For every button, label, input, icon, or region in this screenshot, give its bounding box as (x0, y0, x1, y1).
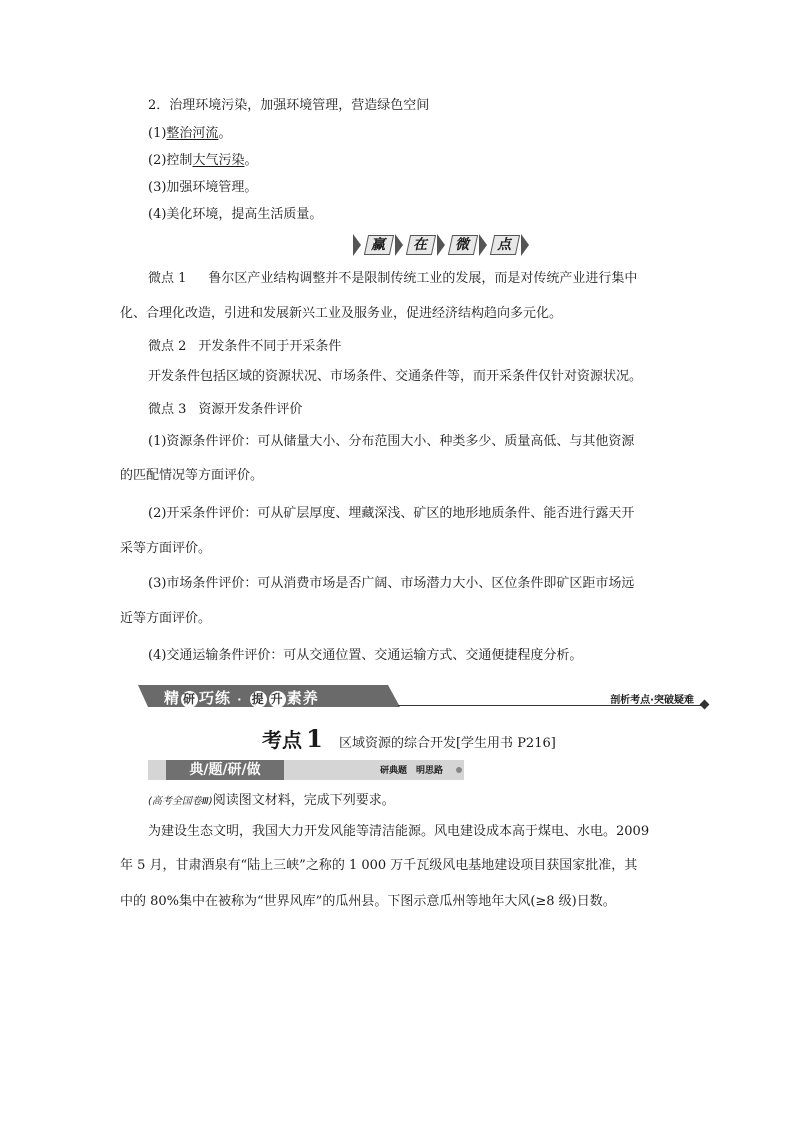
diamond-icon (700, 700, 710, 710)
paragraph-line: 采等方面评价。 (120, 541, 212, 556)
circled-char: 研 (183, 692, 197, 706)
header-subtitle: 剖析考点·突破疑难 (610, 695, 694, 706)
question-instruction: 阅读图文材料，完成下列要求。 (212, 793, 395, 808)
item-text: 加强环境管理。 (166, 180, 258, 195)
item-text: 整治河流 (166, 126, 219, 141)
dianti-bar (148, 760, 464, 780)
item-suffix: 。 (218, 126, 232, 141)
paragraph-line: 中的 80%集中在被称为“世界风库”的瓜州县。下图示意瓜州等地年大风(≥8 级)日数。 (120, 894, 616, 909)
kaodian-text: 区域资源的综合开发[学生用书 P216] (338, 736, 556, 751)
banner-char: 点 (490, 235, 520, 255)
chevron-icon (437, 234, 445, 256)
micro-text: 鲁尔区产业结构调整并不是限制传统工业的发展，而是对传统产业进行集中 (208, 271, 638, 286)
dianti-label: 典/题/研/做 (166, 760, 284, 780)
question-intro (148, 792, 395, 811)
dot-icon (456, 767, 462, 773)
paragraph-line: 开发条件包括区域的资源状况、市场条件、交通条件等，而开采条件仅针对资源状况。 (148, 369, 643, 384)
circled-char: 升 (270, 692, 284, 706)
list-item (148, 152, 257, 170)
kaodian-title (262, 724, 556, 753)
kaodian-number: 1 (306, 724, 323, 753)
chevron-icon (395, 234, 403, 256)
micro-point-2 (148, 338, 341, 356)
question-source: (高考全国卷Ⅲ) (148, 796, 213, 807)
item-prefix: (4) (148, 207, 167, 222)
item-underlined: 大气污染 (192, 153, 245, 168)
banner-char: 在 (406, 235, 436, 255)
paragraph-line: 的匹配情况等方面评价。 (120, 468, 264, 483)
chevron-icon (479, 234, 487, 256)
item-prefix: (2) (148, 153, 167, 168)
banner-char: 赢 (364, 235, 394, 255)
item-text: 美化环境，提高生活质量。 (166, 207, 323, 222)
list-item (148, 125, 231, 143)
micro-title: 开发条件不同于开采条件 (198, 339, 342, 354)
paragraph-line: 年 5 月，甘肃酒泉有“陆上三峡”之称的 1 000 万千瓦级风电基地建设项目获国家批准，其 (120, 858, 638, 873)
item-suffix: 。 (244, 153, 258, 168)
list-item (148, 206, 322, 224)
paragraph-line: (2)开采条件评价：可从矿层厚度、埋藏深浅、矿区的地形地质条件、能否进行露天开 (148, 506, 635, 521)
paragraph-line: 化、合理化改造，引进和发展新兴工业及服务业，促进经济结构趋向多元化。 (120, 306, 563, 321)
item-prefix: (3) (148, 180, 167, 195)
paragraph-line: 近等方面评价。 (120, 611, 212, 626)
header-title: 精 研 巧练 · 提 升 素养 (164, 689, 319, 707)
micro-point-3 (148, 401, 302, 419)
micro-label: 微点 3 (148, 402, 187, 417)
dianti-subtitle: 研典题 明思路 (380, 766, 444, 776)
chevron-icon (353, 234, 361, 256)
list-item (148, 179, 257, 197)
section-banner (353, 234, 531, 256)
circled-char: 提 (251, 692, 265, 706)
micro-label: 微点 1 (148, 271, 187, 286)
kaodian-word: 考点 (262, 728, 302, 752)
micro-title: 资源开发条件评价 (198, 402, 303, 417)
section-heading: 2．治理环境污染，加强环境管理，营造绿色空间 (148, 98, 430, 113)
micro-point-1 (148, 270, 637, 288)
banner-char: 微 (448, 235, 478, 255)
paragraph-line: (3)市场条件评价：可从消费市场是否广阔、市场潜力大小、区位条件即矿区距市场远 (148, 576, 635, 591)
paragraph-line: (4)交通运输条件评价：可从交通位置、交通运输方式、交通便捷程度分析。 (148, 648, 583, 663)
micro-label: 微点 2 (148, 339, 187, 354)
paragraph-line: 为建设生态文明，我国大力开发风能等清洁能源。风电建设成本高于煤电、水电。2009 (148, 824, 650, 839)
chevron-icon (521, 234, 529, 256)
item-prefix: (1) (148, 126, 167, 141)
paragraph-line: (1)资源条件评价：可从储量大小、分布范围大小、种类多少、质量高低、与其他资源 (148, 434, 635, 449)
item-text: 控制 (166, 153, 193, 168)
section-header (148, 685, 708, 711)
